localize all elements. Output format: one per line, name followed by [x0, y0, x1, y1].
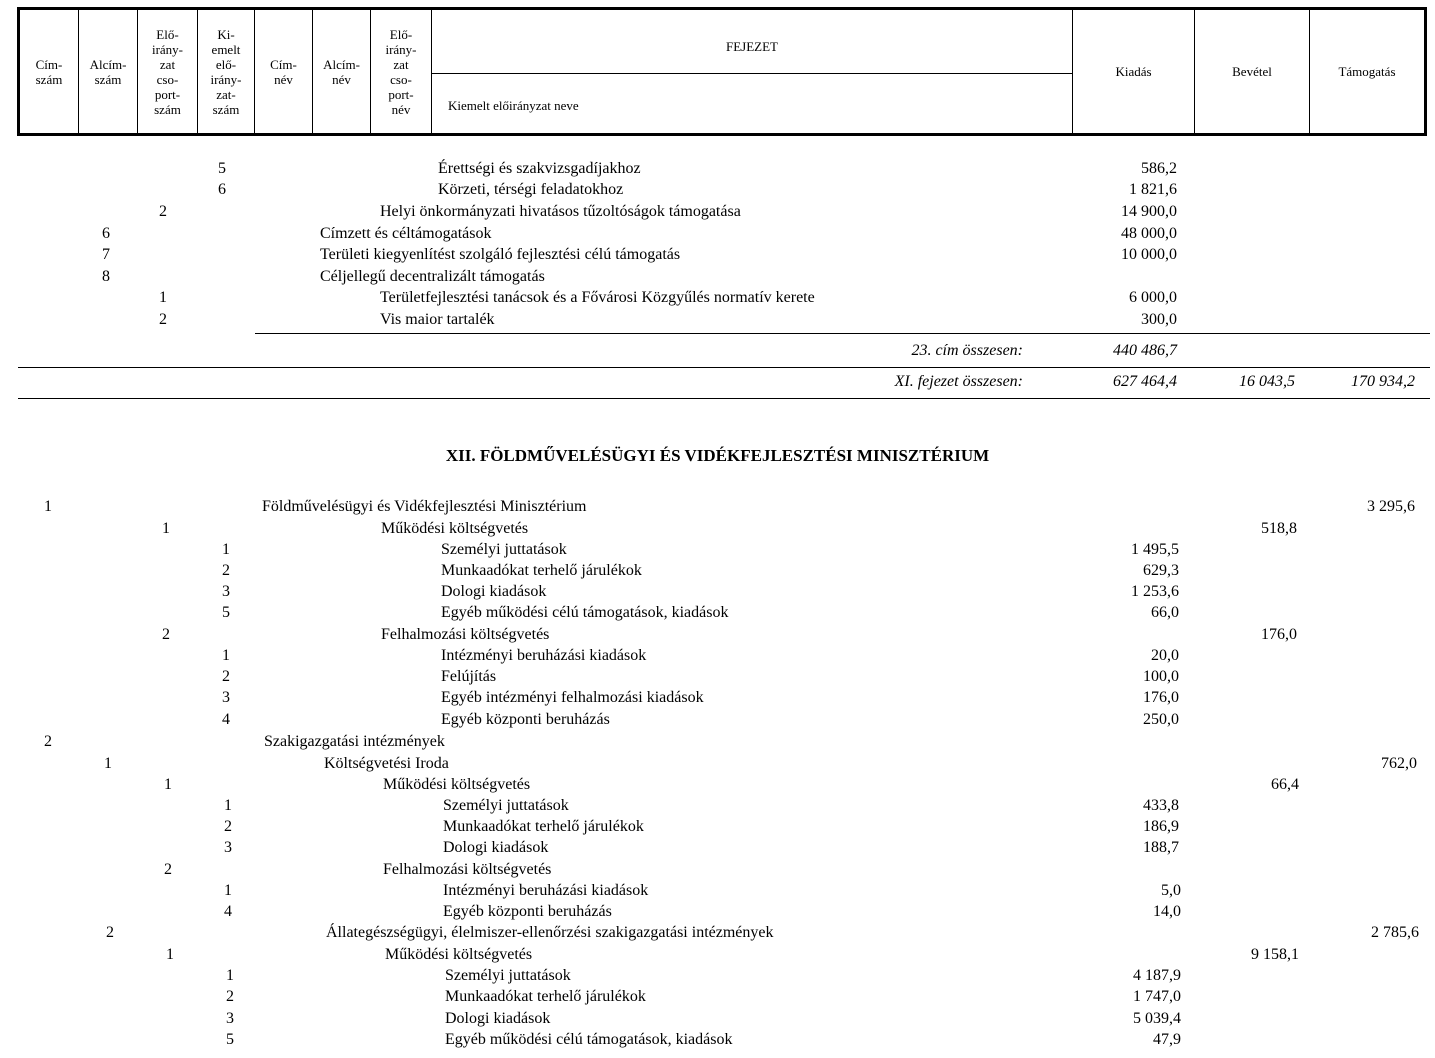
row-name: Felhalmozási költségvetés	[383, 861, 552, 878]
row-name: Érettségi és szakvizsgadíjakhoz	[438, 160, 641, 177]
header-alcim-nev: Alcím- név	[323, 56, 360, 87]
row-number: 3	[222, 689, 230, 706]
fejezet-total-bevetel: 16 043,5	[1239, 373, 1295, 390]
total-rule	[18, 367, 1430, 368]
table-row	[0, 159, 1435, 179]
row-bevetel: 9 158,1	[1251, 946, 1299, 963]
table-row	[0, 625, 1435, 645]
fejezet-total-label: XI. fejezet összesen:	[894, 373, 1023, 390]
row-name: Földművelésügyi és Vidékfejlesztési Minisztérium	[262, 498, 587, 515]
row-name: Munkaadókat terhelő járulékok	[443, 818, 644, 835]
table-row	[0, 561, 1435, 581]
table-row	[0, 497, 1435, 517]
cim-total-kiadas: 440 486,7	[1113, 342, 1177, 359]
row-name: Felújítás	[441, 668, 497, 685]
row-tamogatas: 2 785,6	[1371, 924, 1419, 941]
row-number: 8	[102, 268, 110, 285]
row-number: 2	[222, 562, 230, 579]
row-kiadas: 66,0	[1151, 604, 1179, 621]
row-name: Szakigazgatási intézmények	[264, 733, 445, 750]
row-kiadas: 250,0	[1143, 711, 1179, 728]
table-row	[0, 582, 1435, 602]
table-row	[0, 519, 1435, 539]
row-kiadas: 586,2	[1141, 160, 1177, 177]
row-name: Egyéb működési célú támogatások, kiadások	[445, 1031, 733, 1048]
row-bevetel: 66,4	[1271, 776, 1299, 793]
row-number: 1	[224, 797, 232, 814]
row-kiadas: 1 821,6	[1129, 181, 1177, 198]
table-row	[0, 667, 1435, 687]
row-name: Intézményi beruházási kiadások	[443, 882, 649, 899]
table-row	[0, 923, 1435, 943]
row-name: Munkaadókat terhelő járulékok	[445, 988, 646, 1005]
row-name: Egyéb működési célú támogatások, kiadások	[441, 604, 729, 621]
row-name: Területfejlesztési tanácsok és a Fővárosi Közgyűlés normatív kerete	[380, 289, 815, 306]
row-kiadas: 433,8	[1143, 797, 1179, 814]
header-cim-szam: Cím- szám	[35, 56, 63, 87]
header-tamogatas: Támogatás	[1338, 64, 1396, 79]
table-row	[0, 902, 1435, 922]
table-row	[0, 732, 1435, 752]
row-number: 5	[218, 160, 226, 177]
row-name: Egyéb intézményi felhalmozási kiadások	[441, 689, 704, 706]
table-row	[0, 945, 1435, 965]
header-eloiranyzat-csoport-nev: Elő- irány- zat cso- port- név	[385, 26, 417, 117]
row-kiadas: 100,0	[1143, 668, 1179, 685]
table-row	[0, 267, 1435, 287]
row-name: Személyi juttatások	[441, 541, 567, 558]
table-row	[0, 646, 1435, 666]
row-name: Működési költségvetés	[385, 946, 533, 963]
row-bevetel: 176,0	[1261, 626, 1297, 643]
row-number: 2	[226, 988, 234, 1005]
fejezet-total-row	[0, 372, 1435, 392]
row-kiadas: 14 900,0	[1121, 203, 1177, 220]
table-row	[0, 1030, 1435, 1050]
row-kiadas: 48 000,0	[1121, 225, 1177, 242]
subtotal-rule	[255, 333, 1430, 334]
row-name: Helyi önkormányzati hivatásos tűzoltóságok támogatása	[380, 203, 741, 220]
row-name: Személyi juttatások	[443, 797, 569, 814]
table-row	[0, 288, 1435, 308]
row-kiadas: 5 039,4	[1133, 1010, 1181, 1027]
header-kiemelt-eloiranyzat-neve: Kiemelt előirányzat neve	[448, 97, 579, 113]
row-number: 2	[106, 924, 114, 941]
row-number: 3	[226, 1010, 234, 1027]
row-number: 7	[102, 246, 110, 263]
header-fejezet: FEJEZET	[726, 38, 778, 54]
row-kiadas: 47,9	[1153, 1031, 1181, 1048]
row-name: Munkaadókat terhelő járulékok	[441, 562, 642, 579]
row-kiadas: 4 187,9	[1133, 967, 1181, 984]
row-number: 5	[226, 1031, 234, 1048]
row-kiadas: 5,0	[1161, 882, 1181, 899]
row-tamogatas: 3 295,6	[1367, 498, 1415, 515]
row-kiadas: 176,0	[1143, 689, 1179, 706]
row-number: 4	[222, 711, 230, 728]
fejezet-total-tamogatas: 170 934,2	[1351, 373, 1415, 390]
row-name: Címzett és céltámogatások	[320, 225, 492, 242]
table-row	[0, 775, 1435, 795]
row-name: Egyéb központi beruházás	[441, 711, 610, 728]
row-number: 1	[159, 289, 167, 306]
row-kiadas: 186,9	[1143, 818, 1179, 835]
fejezet-total-kiadas: 627 464,4	[1113, 373, 1177, 390]
row-number: 1	[164, 776, 172, 793]
row-kiadas: 1 495,5	[1131, 541, 1179, 558]
row-number: 5	[222, 604, 230, 621]
row-name: Működési költségvetés	[383, 776, 531, 793]
row-number: 1	[162, 520, 170, 537]
row-number: 6	[102, 225, 110, 242]
table-row	[0, 603, 1435, 623]
row-number: 2	[159, 203, 167, 220]
row-number: 1	[226, 967, 234, 984]
row-name: Vis maior tartalék	[380, 311, 495, 328]
row-kiadas: 10 000,0	[1121, 246, 1177, 263]
row-name: Felhalmozási költségvetés	[381, 626, 550, 643]
header-cim-nev: Cím- név	[270, 56, 297, 87]
row-name: Céljellegű decentralizált támogatás	[320, 268, 545, 285]
row-number: 2	[44, 733, 52, 750]
table-row	[0, 688, 1435, 708]
row-number: 3	[222, 583, 230, 600]
table-row	[0, 838, 1435, 858]
row-kiadas: 1 747,0	[1133, 988, 1181, 1005]
row-number: 3	[224, 839, 232, 856]
header-bevetel: Bevétel	[1232, 64, 1272, 79]
row-name: Dologi kiadások	[443, 839, 549, 856]
row-number: 2	[162, 626, 170, 643]
header-kiemelt-eloiranyzat-szam: Ki- emelt elő- irány- zat- szám	[210, 26, 242, 117]
table-row	[0, 180, 1435, 200]
row-number: 1	[166, 946, 174, 963]
row-name: Működési költségvetés	[381, 520, 529, 537]
row-number: 4	[224, 903, 232, 920]
column-header-table	[17, 7, 1427, 136]
table-row	[0, 966, 1435, 986]
table-row	[0, 860, 1435, 880]
row-name: Területi kiegyenlítést szolgáló fejlesztési célú támogatás	[320, 246, 681, 263]
row-kiadas: 188,7	[1143, 839, 1179, 856]
cim-total-row	[0, 341, 1435, 361]
header-kiadas: Kiadás	[1115, 64, 1152, 79]
row-number: 6	[218, 181, 226, 198]
table-row	[0, 754, 1435, 774]
table-row	[0, 881, 1435, 901]
row-name: Személyi juttatások	[445, 967, 571, 984]
section-title: XII. FÖLDMŰVELÉSÜGYI ÉS VIDÉKFEJLESZTÉSI MINISZTÉRIUM	[445, 446, 990, 465]
table-row	[0, 202, 1435, 222]
header-eloiranyzat-csoport-szam: Elő- irány- zat cso- port- szám	[151, 26, 184, 117]
row-number: 2	[224, 818, 232, 835]
row-name: Egyéb központi beruházás	[443, 903, 612, 920]
row-name: Dologi kiadások	[441, 583, 547, 600]
row-number: 2	[164, 861, 172, 878]
row-tamogatas: 762,0	[1381, 755, 1417, 772]
table-row	[0, 245, 1435, 265]
row-name: Dologi kiadások	[445, 1010, 551, 1027]
table-row	[0, 224, 1435, 244]
row-number: 1	[104, 755, 112, 772]
row-number: 1	[224, 882, 232, 899]
table-row	[0, 710, 1435, 730]
row-name: Állategészségügyi, élelmiszer-ellenőrzési szakigazgatási intézmények	[326, 924, 774, 941]
row-kiadas: 20,0	[1151, 647, 1179, 664]
row-bevetel: 518,8	[1261, 520, 1297, 537]
table-row	[0, 817, 1435, 837]
table-row	[0, 540, 1435, 560]
row-name: Intézményi beruházási kiadások	[441, 647, 647, 664]
table-row	[0, 987, 1435, 1007]
row-number: 1	[44, 498, 52, 515]
row-kiadas: 300,0	[1141, 311, 1177, 328]
row-kiadas: 629,3	[1143, 562, 1179, 579]
row-name: Körzeti, térségi feladatokhoz	[438, 181, 624, 198]
row-number: 2	[159, 311, 167, 328]
table-row	[0, 796, 1435, 816]
row-number: 1	[222, 541, 230, 558]
row-kiadas: 1 253,6	[1131, 583, 1179, 600]
header-alcim-szam: Alcím- szám	[89, 56, 127, 87]
table-row	[0, 1009, 1435, 1029]
table-row	[0, 310, 1435, 330]
row-kiadas: 6 000,0	[1129, 289, 1177, 306]
cim-total-label: 23. cím összesen:	[911, 342, 1023, 359]
row-number: 1	[222, 647, 230, 664]
row-number: 2	[222, 668, 230, 685]
row-kiadas: 14,0	[1153, 903, 1181, 920]
row-name: Költségvetési Iroda	[324, 755, 449, 772]
total-rule	[18, 398, 1430, 399]
